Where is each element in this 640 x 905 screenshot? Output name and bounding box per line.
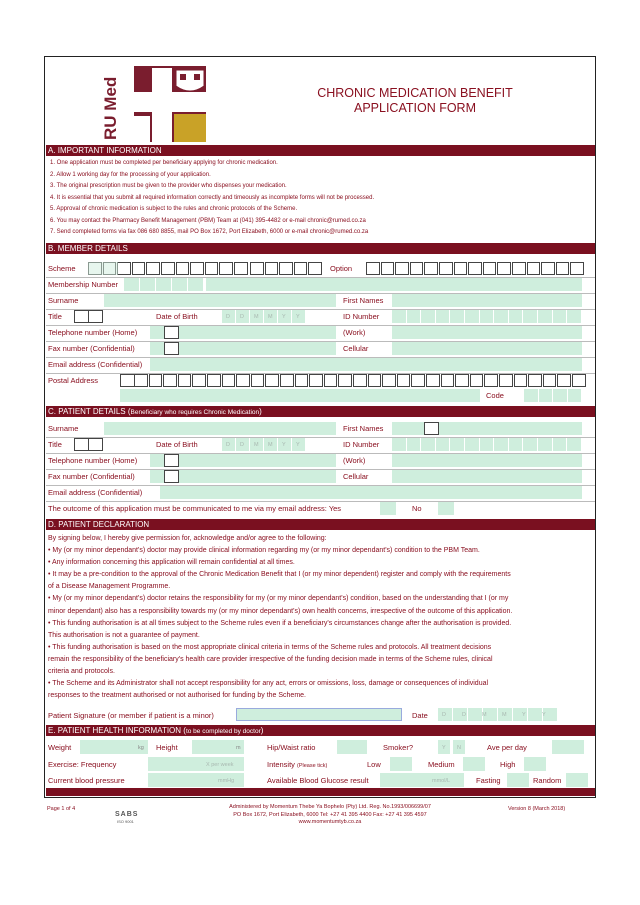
patient-surname-label: Surname [48,424,79,433]
ave-per-day-label: Ave per day [487,743,527,752]
option-box[interactable] [570,262,584,275]
outcome-yes-box[interactable] [380,502,396,515]
cellular-field[interactable] [392,342,582,355]
sign-date-box[interactable] [528,708,542,721]
height-label: Height [156,743,178,752]
dob-placeholder: M [254,442,259,448]
patient-dob-label: Date of Birth [156,440,198,449]
first-names-field[interactable] [392,294,582,307]
code-box[interactable] [524,389,538,402]
random-box[interactable] [566,773,588,787]
shield-icon [176,70,204,91]
version-label: Version 8 (March 2018) [508,806,566,812]
patient-title-box[interactable] [74,438,89,451]
postal-box[interactable] [572,374,586,387]
scheme-box[interactable] [117,262,131,275]
tel-home-label: Telephone number (Home) [48,328,138,337]
footer-admin-line: Administered by Momentum Thebe Ya Bophelo (Pty) Ltd. Reg. No.1993/006699/07 [229,804,431,810]
patient-fax-code-box[interactable] [164,470,179,483]
info-line: 6. You may contact the Pharmacy Benefit Management (PBM) Team at (041) 395-4482 or e-mail chronic@rumed.co.za [50,217,366,224]
patient-id-box[interactable] [509,438,523,451]
option-box[interactable] [395,262,409,275]
patient-work-field[interactable] [392,454,582,467]
postal-box[interactable] [484,374,498,387]
id-box[interactable] [523,310,537,323]
footer-address-line: PO Box 1672, Port Elizabeth, 6000 Tel: +27 41 395 4400 Fax: +27 41 395 4597 [233,811,427,818]
section-c-subtitle: Beneficiary who requires Chronic Medication [130,409,260,416]
declaration-line: • This funding authorisation is based on the most appropriate clinical criteria in terms of the Scheme rules and protocols. All treatment decisions [48,643,492,651]
page-number: Page 1 of 4 [47,806,76,812]
surname-field[interactable] [104,294,336,307]
sign-date-label: Date [412,711,428,720]
logo-text: RU Med [101,76,120,140]
glucose-label: Available Blood Glucose result [267,776,369,785]
postal-box[interactable] [514,374,528,387]
section-e-close: ) [260,726,264,735]
id-box[interactable] [538,310,552,323]
work-field[interactable] [392,326,582,339]
declaration-line: criteria and protocols. [48,668,115,675]
scheme-box[interactable] [308,262,322,275]
patient-id-box[interactable] [436,438,450,451]
postal-box[interactable] [426,374,440,387]
x-per-week-hint: X per week [206,762,234,768]
id-box[interactable] [392,310,406,323]
scheme-box[interactable] [132,262,146,275]
sign-date-box[interactable] [468,708,482,721]
option-box[interactable] [512,262,526,275]
surname-label: Surname [48,296,79,305]
info-line: 4. It is essential that you submit all required information correctly and timeously as incomplete forms will not be processed. [50,194,375,201]
code-box[interactable] [553,389,567,402]
rumed-logo [100,66,210,142]
sign-date-placeholder: M [482,712,487,718]
logo-gold-block [174,114,206,142]
id-box[interactable] [436,310,450,323]
membership-box[interactable] [140,278,155,291]
fax-code-box[interactable] [164,342,179,355]
sign-date-placeholder: Y [522,712,526,718]
random-label: Random [533,776,562,785]
postal-box[interactable] [397,374,411,387]
hip-waist-field[interactable] [337,740,367,754]
patient-tel-home-label: Telephone number (Home) [48,456,138,465]
ave-per-day-field[interactable] [552,740,584,754]
scheme-box[interactable] [294,262,308,275]
section-a-header: A. IMPORTANT INFORMATION [46,145,595,156]
postal-box[interactable] [236,374,250,387]
section-c-title: C. PATIENT DETAILS ( [48,407,131,416]
dob-placeholder: Y [282,442,286,448]
high-label: High [500,760,516,769]
form-title [265,86,565,116]
postal-box[interactable] [222,374,236,387]
mmol-hint: mmol/L [432,778,451,784]
scheme-shade [88,262,118,275]
dob-placeholder: D [226,442,230,448]
low-label: Low [367,760,381,769]
option-box[interactable] [454,262,468,275]
fasting-box[interactable] [507,773,529,787]
m-unit: m [236,745,241,751]
sabs-logo-sub: ISO 9001 [117,819,134,824]
section-e-title: E. PATIENT HEALTH INFORMATION ( [48,726,186,735]
postal-box[interactable] [324,374,338,387]
code-box[interactable] [568,389,582,402]
postal-box[interactable] [382,374,396,387]
scheme-box[interactable] [219,262,233,275]
postal-box[interactable] [338,374,352,387]
form-title-line2: APPLICATION FORM [353,101,476,115]
sabs-logo: SABS [115,811,139,818]
patient-id-box[interactable] [407,438,421,451]
section-e-subtitle: to be completed by doctor [185,728,261,735]
membership-box[interactable] [172,278,187,291]
title-box[interactable] [88,310,103,323]
patient-id-box[interactable] [538,438,552,451]
code-box[interactable] [539,389,553,402]
scheme-box[interactable] [146,262,160,275]
dob-placeholder: M [254,314,259,320]
declaration-line: • The Scheme and its Administrator shall not accept responsibility for any act, errors or omissions, loss, damage or consequences of individual [48,680,489,688]
patient-cellular-field[interactable] [392,470,582,483]
scheme-box[interactable] [279,262,293,275]
patient-id-box[interactable] [450,438,464,451]
fax-label: Fax number (Confidential) [48,344,135,353]
id-number-label: ID Number [343,312,380,321]
scheme-label: Scheme [48,264,76,273]
email-field[interactable] [150,358,582,371]
glucose-field[interactable] [380,773,464,787]
tel-code-box[interactable] [164,326,179,339]
option-box[interactable] [556,262,570,275]
exercise-label: Exercise: Frequency [48,760,117,769]
postal-box[interactable] [557,374,571,387]
postal-box[interactable] [163,374,177,387]
patient-id-box[interactable] [523,438,537,451]
mmhg-hint: mmHg [218,778,235,784]
option-box[interactable] [541,262,555,275]
option-box[interactable] [410,262,424,275]
postal-box[interactable] [455,374,469,387]
patient-id-label: ID Number [343,440,380,449]
smoker-no-letter: N [457,745,461,751]
postal-box[interactable] [120,374,135,387]
section-c-header [46,406,595,417]
form-title-line1: CHRONIC MEDICATION BENEFIT [317,86,513,100]
hip-waist-label: Hip/Waist ratio [267,743,316,752]
info-line: 2. Allow 1 working day for the processing of your application. [50,171,211,178]
declaration-line: remain the responsibility of the beneficiary's health care provider irrespective of the funding decision made in terms of the Scheme rules, clinical [48,655,493,663]
outcome-no-label: No [412,504,422,513]
patient-id-box[interactable] [494,438,508,451]
info-line: 1. One application must be completed per beneficiary applying for chronic medication. [50,160,278,166]
low-box[interactable] [390,757,412,771]
postal-box[interactable] [353,374,367,387]
postal-box[interactable] [528,374,542,387]
sign-date-placeholder: D [442,712,446,718]
scheme-box[interactable] [161,262,175,275]
postal-box[interactable] [265,374,279,387]
sign-date-placeholder: M [502,712,507,718]
postal-box[interactable] [280,374,294,387]
postal-box[interactable] [149,374,163,387]
id-box[interactable] [465,310,479,323]
signature-field[interactable] [236,708,402,721]
id-box[interactable] [450,310,464,323]
patient-id-box[interactable] [392,438,406,451]
high-box[interactable] [524,757,546,771]
dob-placeholder: D [240,314,244,320]
info-line: 5. Approval of chronic medication is subject to the rules and chronic protocols of the Scheme. [50,206,298,212]
scheme-box[interactable] [190,262,204,275]
dob-placeholder: M [268,442,273,448]
info-line: 3. The original prescription must be given to the provider who dispenses your medication. [50,183,287,189]
kg-unit: kg [138,745,144,751]
declaration-intro: By signing below, I hereby give permission for, acknowledge and/or agree to the following: [48,535,327,542]
postal-box[interactable] [134,374,148,387]
patient-fax-label: Fax number (Confidential) [48,472,135,481]
postal-box[interactable] [543,374,557,387]
membership-field[interactable] [206,278,582,291]
sign-date-placeholder: D [462,712,466,718]
bottom-bar [46,788,595,796]
postal-box[interactable] [309,374,323,387]
declaration-line: • My (or my minor dependant's) doctor may provide clinical information regarding my (or my minor dependant's) condition to the PBM Team. [48,547,480,554]
declaration-line: • This funding authorisation is at all times subject to the Scheme rules even if a beneficiary's circumstances change after the authorisation is provided. [48,619,512,627]
id-box[interactable] [494,310,508,323]
postal-box[interactable] [368,374,382,387]
option-box[interactable] [483,262,497,275]
patient-first-names-field[interactable] [392,422,582,435]
patient-email-label: Email address (Confidential) [48,488,143,497]
patient-first-names-label: First Names [343,424,384,433]
code-label: Code [486,391,504,400]
option-box[interactable] [381,262,395,275]
membership-box[interactable] [124,278,139,291]
membership-box[interactable] [156,278,171,291]
please-tick-hint: (Please tick) [297,763,328,769]
patient-surname-field[interactable] [104,422,336,435]
first-names-label: First Names [343,296,384,305]
id-box[interactable] [509,310,523,323]
id-box[interactable] [407,310,421,323]
section-c-close: ) [259,407,262,416]
dob-placeholder: Y [282,314,286,320]
option-box[interactable] [439,262,453,275]
section-b-header: B. MEMBER DETAILS [46,243,595,254]
membership-number-label: Membership Number [48,280,119,289]
id-box[interactable] [553,310,567,323]
id-box[interactable] [480,310,494,323]
patient-work-label: (Work) [343,456,366,465]
footer-admin [170,804,490,827]
dob-label: Date of Birth [156,312,198,321]
option-box[interactable] [424,262,438,275]
membership-box[interactable] [188,278,203,291]
row-divider [46,501,595,502]
weight-label: Weight [48,743,72,752]
patient-id-box[interactable] [553,438,567,451]
medium-box[interactable] [463,757,485,771]
declaration-line: of a Disease Management Programme. [48,583,171,591]
postal-box[interactable] [441,374,455,387]
patient-title-label: Title [48,440,62,449]
id-box[interactable] [421,310,435,323]
patient-cellular-label: Cellular [343,472,369,481]
signature-label: Patient Signature (or member if patient is a minor) [48,711,214,720]
dob-placeholder: Y [296,442,300,448]
declaration-line: • My (or my minor dependant's) doctor retains the responsibility for my (or my minor dependant's) condition, based on the understanding that I (or my [48,595,509,603]
postal-box[interactable] [192,374,206,387]
postal-label: Postal Address [48,376,99,385]
intensity-text: Intensity [267,760,295,769]
patient-id-box[interactable] [480,438,494,451]
postal-box[interactable] [411,374,425,387]
id-box[interactable] [567,310,581,323]
declaration-line: This authorisation is not a guarantee of payment. [48,631,200,639]
dob-placeholder: D [226,314,230,320]
scheme-box[interactable] [205,262,219,275]
postal-field-line2[interactable] [120,389,480,402]
declaration-line: minor dependant) also has a responsibility towards my (or my minor dependant's) own health concerns, irrespective of the outcome of this application. [48,607,513,615]
patient-id-box[interactable] [465,438,479,451]
postal-box[interactable] [295,374,309,387]
section-d-header: D. PATIENT DECLARATION [46,519,595,530]
scheme-box[interactable] [234,262,248,275]
patient-first-names-box[interactable] [424,422,439,435]
option-box[interactable] [366,262,380,275]
option-box[interactable] [497,262,511,275]
patient-tel-code-box[interactable] [164,454,179,467]
scheme-box[interactable] [250,262,264,275]
postal-box[interactable] [251,374,265,387]
patient-email-field[interactable] [160,486,582,499]
option-box[interactable] [468,262,482,275]
smoker-label: Smoker? [383,743,414,752]
section-e-header [46,725,595,736]
sign-date-placeholder: Y [542,712,546,718]
patient-id-box[interactable] [567,438,581,451]
declaration-line: • It may be a pre-condition to the approval of the Chronic Medication Benefit that I (or my minor dependent) register and comply with the requirements [48,571,511,579]
outcome-label: The outcome of this application must be communicated to me via my email address: Yes [48,504,342,513]
info-line: 7. Send completed forms via fax 086 680 8855, mail PO Box 1672, Port Elizabeth, 6000 or e-mail chronic@rumed.co.za [50,229,369,235]
dob-placeholder: D [240,442,244,448]
fasting-label: Fasting [476,776,501,785]
postal-box[interactable] [178,374,192,387]
dob-placeholder: M [268,314,273,320]
scheme-box[interactable] [265,262,279,275]
footer-web-link[interactable]: www.momentumtyb.co.za [298,819,362,825]
title-label: Title [48,312,62,321]
declaration-line: responses to the treatment authorised or not authorised for funding by the Scheme. [48,692,306,700]
medium-label: Medium [428,760,455,769]
option-label: Option [330,264,353,273]
blood-pressure-label: Current blood pressure [48,776,125,785]
title-box[interactable] [74,310,89,323]
postal-box[interactable] [470,374,484,387]
smoker-yes-letter: Y [442,745,446,751]
outcome-no-box[interactable] [438,502,454,515]
postal-box[interactable] [207,374,221,387]
dob-placeholder: Y [296,314,300,320]
email-label: Email address (Confidential) [48,360,143,369]
cellular-label: Cellular [343,344,369,353]
patient-id-box[interactable] [421,438,435,451]
intensity-label [267,760,327,771]
declaration-line: • Any information concerning this application will remain confidential at all times. [48,559,295,567]
postal-box[interactable] [499,374,513,387]
work-label: (Work) [343,328,366,337]
option-box[interactable] [527,262,541,275]
scheme-box[interactable] [176,262,190,275]
patient-title-box[interactable] [88,438,103,451]
